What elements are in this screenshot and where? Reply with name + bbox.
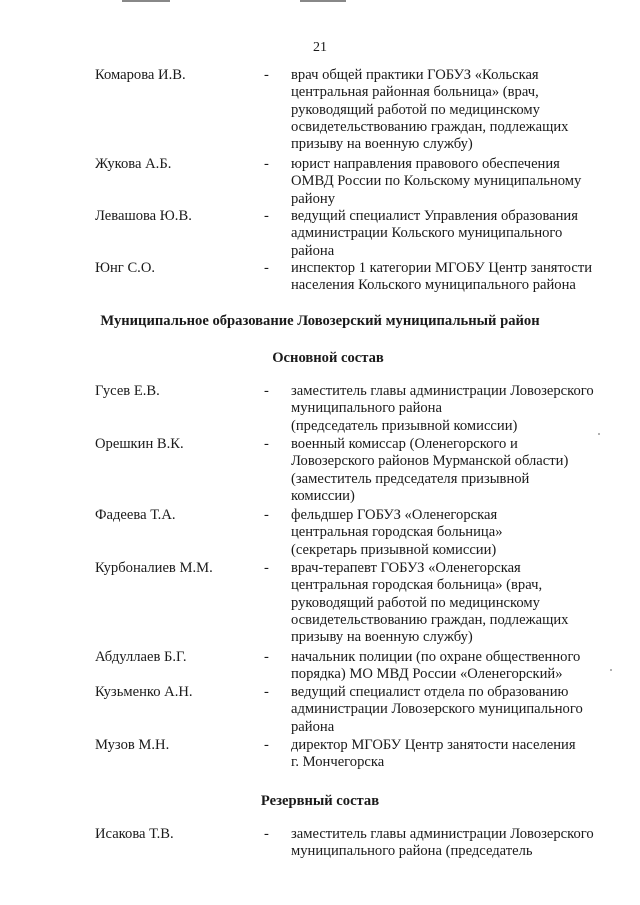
role-line: центральная городская больница» [291, 524, 503, 541]
role-line: освидетельствованию граждан, подлежащих [291, 118, 569, 135]
member-role [291, 208, 621, 260]
role-line: призыву на военную службу) [291, 136, 473, 153]
separator-dash: - [264, 260, 269, 276]
member-name: Курбоналиев М.М. [95, 560, 213, 576]
member-role [291, 436, 621, 505]
member-role [291, 156, 621, 208]
role-line: (секретарь призывной комиссии) [291, 541, 497, 558]
section-title: Муниципальное образование Ловозерский муниципальный район [100, 313, 540, 329]
separator-dash: - [264, 436, 269, 452]
role-line: фельдшер ГОБУЗ «Оленегорская [291, 507, 498, 523]
role-line: ведущий специалист отдела по образованию [291, 684, 569, 700]
separator-dash: - [264, 507, 269, 523]
member-name: Орешкин В.К. [95, 436, 184, 452]
role-line: директор МГОБУ Центр занятости населения [291, 737, 576, 753]
member-role [291, 67, 621, 153]
member-role [291, 649, 621, 684]
separator-dash: - [264, 826, 269, 842]
role-line: (председатель призывной комиссии) [291, 417, 518, 434]
separator-dash: - [264, 649, 269, 665]
role-line: военный комиссар (Оленегорского и [291, 436, 518, 452]
member-name: Фадеева Т.А. [95, 507, 176, 523]
role-line: Ловозерского районов Мурманской области) [291, 453, 569, 470]
role-line: начальник полиции (по охране общественного [291, 649, 581, 665]
role-line: муниципального района [291, 400, 442, 417]
role-line: заместитель главы администрации Ловозерского [291, 383, 594, 399]
reserve-composition-heading: Резервный состав [260, 793, 380, 809]
member-role [291, 383, 621, 435]
member-role [291, 507, 621, 559]
member-name: Абдуллаев Б.Г. [95, 649, 187, 665]
role-line: руководящий работой по медицинскому [291, 594, 540, 611]
role-line: району [291, 190, 335, 207]
member-name: Левашова Ю.В. [95, 208, 192, 224]
scan-speck [598, 433, 600, 435]
member-role [291, 684, 621, 736]
role-line: порядка) МО МВД России «Оленегорский» [291, 666, 563, 683]
member-role [291, 826, 621, 861]
separator-dash: - [264, 67, 269, 83]
role-line: юрист направления правового обеспечения [291, 156, 560, 172]
role-line: населения Кольского муниципального района [291, 277, 576, 294]
role-line: ОМВД России по Кольскому муниципальному [291, 173, 582, 190]
member-role [291, 260, 621, 295]
member-role [291, 737, 621, 772]
role-line: администрации Кольского муниципального [291, 225, 563, 242]
role-line: центральная районная больница» (врач, [291, 84, 539, 101]
role-line: освидетельствованию граждан, подлежащих [291, 611, 569, 628]
scan-edge-mark-right [300, 0, 346, 2]
role-line: района [291, 718, 335, 735]
member-name: Музов М.Н. [95, 737, 170, 753]
separator-dash: - [264, 156, 269, 172]
separator-dash: - [264, 737, 269, 753]
main-composition-heading: Основной состав [272, 350, 384, 366]
member-name: Комарова И.В. [95, 67, 186, 83]
role-line: инспектор 1 категории МГОБУ Центр занятости [291, 260, 593, 276]
scan-speck [610, 669, 612, 671]
separator-dash: - [264, 560, 269, 576]
scan-edge-mark-left [122, 0, 170, 2]
role-line: (заместитель председателя призывной [291, 470, 530, 487]
separator-dash: - [264, 383, 269, 399]
separator-dash: - [264, 208, 269, 224]
role-line: г. Мончегорска [291, 754, 385, 771]
role-line: муниципального района (председатель [291, 843, 533, 860]
role-line: ведущий специалист Управления образования [291, 208, 578, 224]
role-line: врач-терапевт ГОБУЗ «Оленегорская [291, 560, 521, 576]
role-line: комиссии) [291, 487, 355, 504]
member-name: Исакова Т.В. [95, 826, 174, 842]
member-name: Жукова А.Б. [95, 156, 172, 172]
role-line: заместитель главы администрации Ловозерского [291, 826, 594, 842]
member-name: Гусев Е.В. [95, 383, 160, 399]
role-line: врач общей практики ГОБУЗ «Кольская [291, 67, 539, 83]
role-line: призыву на военную службу) [291, 629, 473, 646]
member-name: Юнг С.О. [95, 260, 156, 276]
page-number: 21 [313, 40, 327, 55]
member-name: Кузьменко А.Н. [95, 684, 193, 700]
role-line: центральная городская больница» (врач, [291, 577, 543, 594]
role-line: района [291, 242, 335, 259]
role-line: администрации Ловозерского муниципального [291, 701, 583, 718]
separator-dash: - [264, 684, 269, 700]
role-line: руководящий работой по медицинскому [291, 101, 540, 118]
member-role [291, 560, 621, 646]
